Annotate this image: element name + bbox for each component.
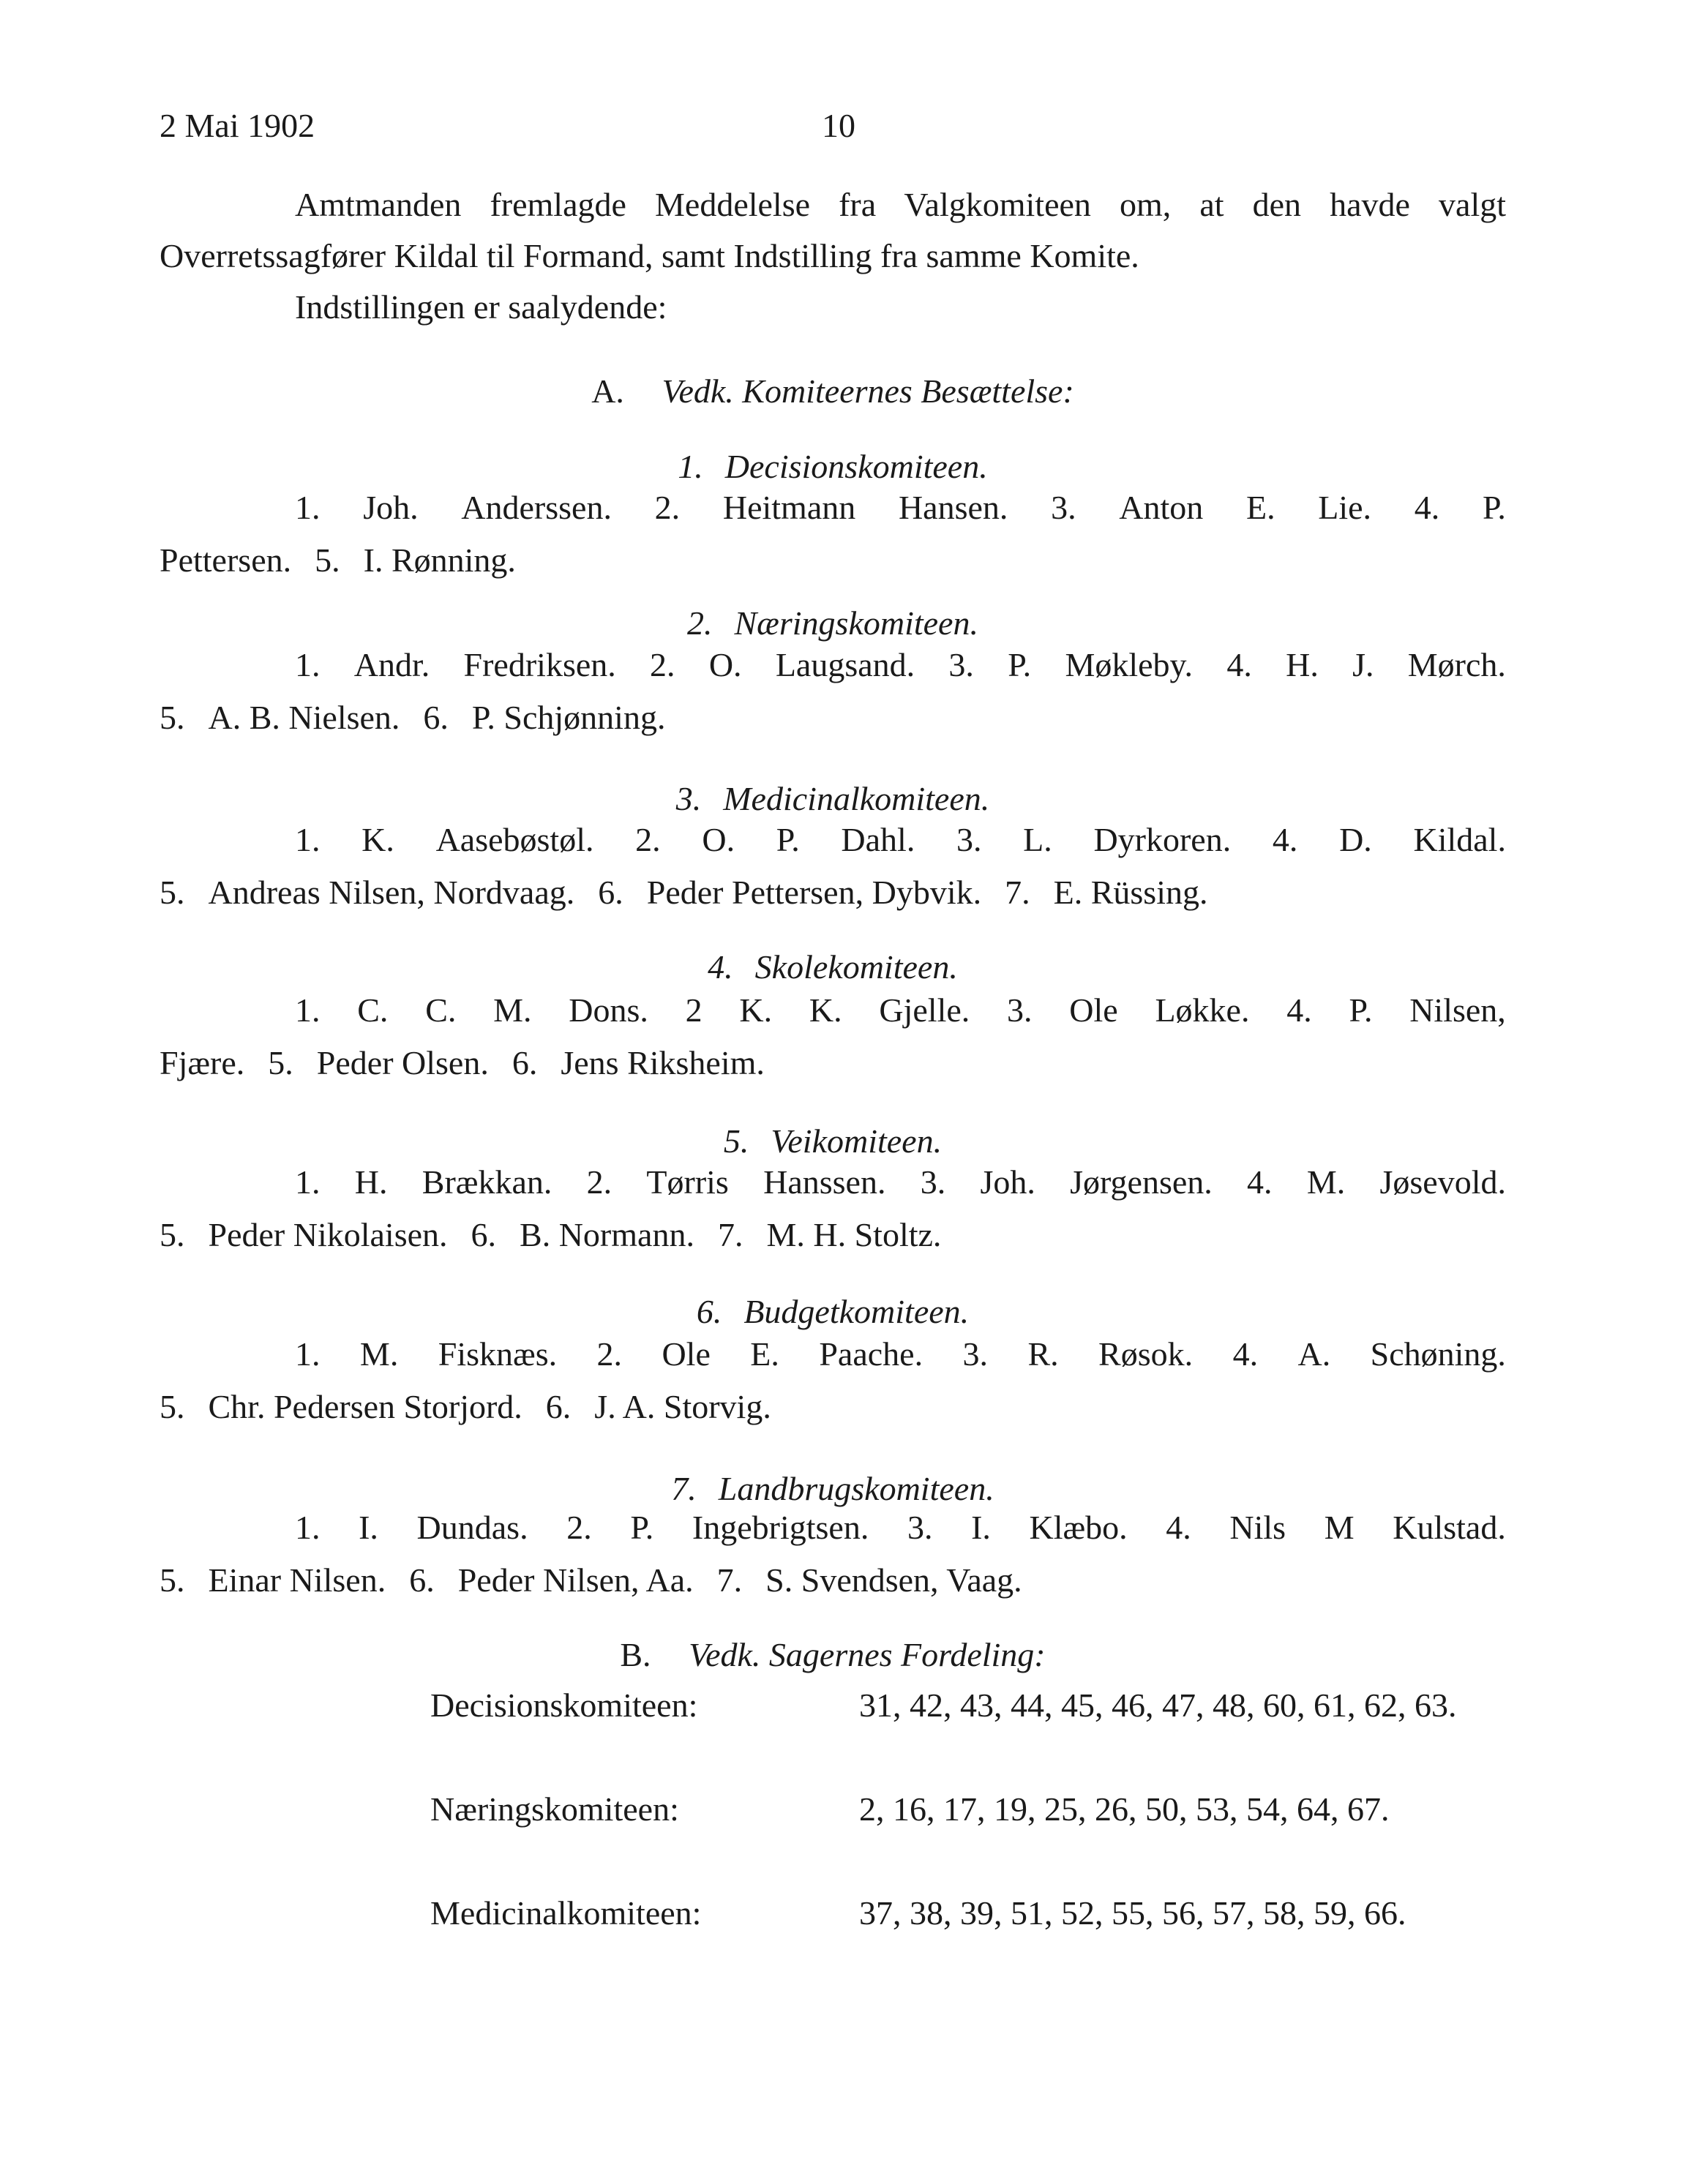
member-line-1 [160,984,1506,1037]
section-a-heading [160,369,1506,413]
member-token: 3. [907,1509,933,1546]
committee-members [160,639,1506,744]
member-token: Mørch. [1407,646,1506,683]
member-token: Peder Nikolaisen. [208,1216,448,1253]
member-token: 2. [586,1163,612,1201]
member-token: E. Rüssing. [1053,874,1208,911]
section-b-title: Vedk. Sagernes Fordeling: [689,1636,1046,1673]
section-a-title: Vedk. Komiteernes Besættelse: [662,372,1074,410]
committee-members [160,481,1506,587]
member-token: Peder Pettersen, Dybvik. [646,874,982,911]
committee-name: Medicinalkomiteen. [723,780,990,817]
member-token: P. [630,1509,654,1546]
member-line-2 [160,534,1506,587]
member-token: Ole [662,1335,711,1373]
member-token: Jøsevold. [1379,1163,1506,1201]
member-token: 7. [1005,874,1030,911]
member-token: 7. [716,1561,743,1599]
page-number: 10 [822,107,855,144]
member-token: 6. [471,1216,497,1253]
intro-line-2: Indstillingen er saalydende: [295,288,667,326]
member-token: Peder Olsen. [316,1044,489,1081]
member-token: 2. [654,489,681,526]
member-token: 4. [1286,991,1312,1029]
intro-paragraph [160,179,1506,333]
member-line-1 [160,1328,1506,1381]
section-b-letter: B. [620,1636,651,1673]
member-token: Kildal. [1413,821,1506,858]
member-token: P. [776,821,800,858]
member-token: M. [359,1335,399,1373]
member-token: H. [354,1163,388,1201]
member-token: Hanssen. [763,1163,886,1201]
member-token: Lie. [1318,489,1372,526]
member-token: K. [739,991,773,1029]
member-token: I. [359,1509,378,1546]
member-line-2 [160,691,1506,744]
member-token: O. [702,821,735,858]
member-token: 1. [295,821,321,858]
member-token: 1. [295,1335,321,1373]
page-header [160,106,1506,150]
member-token: Pettersen. [160,541,292,579]
member-token: 6. [598,874,623,911]
member-token: 5. [160,699,185,736]
member-token: Brækkan. [422,1163,552,1201]
member-token: O. [708,646,742,683]
member-token: 2. [566,1509,592,1546]
member-line-2 [160,1037,1506,1089]
member-token: 3. [1051,489,1076,526]
member-token: Paache. [819,1335,923,1373]
member-token: E. [1245,489,1275,526]
member-token: 5. [160,1561,185,1599]
member-token: Anderssen. [461,489,612,526]
member-line-2 [160,1554,1506,1607]
member-token: 2. [635,821,661,858]
committee-members [160,1501,1506,1607]
member-token: P. [1008,646,1032,683]
member-token: 5. [268,1044,293,1081]
member-token: Jørgensen. [1070,1163,1213,1201]
member-token: 4. [1414,489,1440,526]
member-token: K. [809,991,842,1029]
member-token: Schøning. [1370,1335,1506,1373]
committee-heading [160,1290,1506,1334]
member-token: 1. [295,1509,321,1546]
member-token: Dons. [569,991,648,1029]
member-token: Fjære. [160,1044,245,1081]
member-token: 1. [295,991,321,1029]
member-token: 2. [596,1335,623,1373]
committee-number: 3. [675,780,702,817]
member-token: 4. [1247,1163,1273,1201]
member-token: L. [1023,821,1052,858]
member-token: H. [1286,646,1319,683]
member-token: Møkleby. [1065,646,1194,683]
header-date: 2 Mai 1902 [160,107,315,144]
member-line-1 [160,1501,1506,1554]
member-token: M. [493,991,532,1029]
member-token: Fisknæs. [438,1335,558,1373]
committee-members [160,984,1506,1089]
member-token: Anton [1119,489,1204,526]
member-line-1 [160,1156,1506,1209]
committee-name: Landbrugskomiteen. [718,1470,994,1507]
member-token: Joh. [980,1163,1035,1201]
member-token: B. Normann. [520,1216,694,1253]
member-token: Peder Nilsen, Aa. [457,1561,694,1599]
committee-name: Skolekomiteen. [754,948,958,986]
member-token: K. [361,821,394,858]
member-token: Hansen. [898,489,1008,526]
member-token: Andr. [353,646,430,683]
member-token: 4. [1272,821,1298,858]
member-token: Laugsand. [775,646,915,683]
member-token: Dundas. [416,1509,528,1546]
member-line-2 [160,1381,1506,1433]
member-token: Klæbo. [1029,1509,1128,1546]
member-token: J. A. Storvig. [594,1388,771,1425]
distribution-committee-label: Næringskomiteen: [430,1790,679,1828]
member-token: I. Rønning. [363,541,516,579]
member-token: P. Schjønning. [471,699,666,736]
member-token: D. [1339,821,1372,858]
committee-name: Decisionskomiteen. [724,448,988,485]
intro-line-1: Amtmanden fremlagde Meddelelse fra Valgkomiteen om, at den havde valgt Overretssagfører Kildal til Formand, samt Indstilling fra samme Komite. [160,186,1506,274]
member-token: 1. [295,1163,321,1201]
member-token: 3. [962,1335,989,1373]
member-token: 7. [717,1216,743,1253]
committee-number: 4. [708,948,733,986]
member-token: Fredriksen. [463,646,616,683]
member-token: S. Svendsen, Vaag. [765,1561,1022,1599]
member-token: 3. [948,646,974,683]
member-token: 1. [295,489,321,526]
member-token: Kulstad. [1393,1509,1506,1546]
member-token: A. B. Nielsen. [208,699,400,736]
member-token: P. [1349,991,1373,1029]
member-token: Chr. Pedersen Storjord. [208,1388,522,1425]
member-line-1 [160,481,1506,534]
member-token: P. [1482,489,1506,526]
member-token: Nils [1229,1509,1286,1546]
section-a-letter: A. [591,372,624,410]
member-line-1 [160,639,1506,691]
member-token: M [1324,1509,1355,1546]
distribution-committee-label: Decisionskomiteen: [430,1686,698,1724]
member-token: J. [1352,646,1374,683]
committee-number: 7. [671,1470,697,1507]
member-token: R. [1027,1335,1059,1373]
member-token: 4. [1166,1509,1191,1546]
member-token: 3. [920,1163,946,1201]
member-token: A. [1297,1335,1331,1373]
member-token: Jens Riksheim. [561,1044,765,1081]
member-token: Dyrkoren. [1093,821,1232,858]
committee-number: 1. [678,448,703,485]
member-token: 6. [545,1388,572,1425]
committee-members [160,814,1506,919]
member-token: I. [971,1509,991,1546]
committee-name: Næringskomiteen. [734,604,978,642]
member-token: 2 [685,991,702,1029]
committee-number: 6. [696,1293,722,1330]
member-token: C. [425,991,457,1029]
committee-name: Veikomiteen. [771,1122,943,1160]
member-token: 4. [1232,1335,1259,1373]
member-token: Dahl. [841,821,915,858]
committee-number: 5. [723,1122,749,1160]
section-b-heading [160,1633,1506,1677]
member-token: 5. [160,874,185,911]
member-token: Ingebrigtsen. [692,1509,869,1546]
distribution-committee-label: Medicinalkomiteen: [430,1894,702,1932]
member-token: Einar Nilsen. [208,1561,386,1599]
member-token: 6. [512,1044,538,1081]
distribution-case-numbers: 37, 38, 39, 51, 52, 55, 56, 57, 58, 59, 66. [859,1894,1406,1932]
member-token: Tørris [646,1163,729,1201]
member-token: M. [1306,1163,1346,1201]
member-token: Røsok. [1098,1335,1194,1373]
member-token: 1. [295,646,321,683]
committee-heading [160,945,1506,989]
distribution-case-numbers: 2, 16, 17, 19, 25, 26, 50, 53, 54, 64, 67. [859,1790,1390,1828]
distribution-case-numbers: 31, 42, 43, 44, 45, 46, 47, 48, 60, 61, 62, 63. [859,1686,1457,1724]
member-token: 3. [956,821,982,858]
member-token: 6. [423,699,449,736]
member-token: C. [357,991,389,1029]
member-token: Heitmann [722,489,856,526]
member-token: 2. [650,646,675,683]
member-token: 5. [160,1216,185,1253]
member-line-2 [160,1209,1506,1261]
member-token: Gjelle. [879,991,970,1029]
member-token: Joh. [363,489,419,526]
member-token: E. [750,1335,779,1373]
member-token: 6. [409,1561,435,1599]
member-token: Nilsen, [1409,991,1506,1029]
member-line-2 [160,866,1506,919]
member-token: Aasebøstøl. [435,821,594,858]
member-token: Ole [1069,991,1118,1029]
committee-members [160,1328,1506,1433]
member-token: M. H. Stoltz. [766,1216,942,1253]
committee-members [160,1156,1506,1261]
member-token: 4. [1226,646,1252,683]
member-token: 5. [160,1388,185,1425]
member-token: 5. [315,541,340,579]
member-line-1 [160,814,1506,866]
member-token: Andreas Nilsen, Nordvaag. [208,874,575,911]
committee-number: 2. [687,604,713,642]
member-token: Løkke. [1155,991,1250,1029]
committee-name: Budgetkomiteen. [743,1293,970,1330]
member-token: 3. [1007,991,1033,1029]
